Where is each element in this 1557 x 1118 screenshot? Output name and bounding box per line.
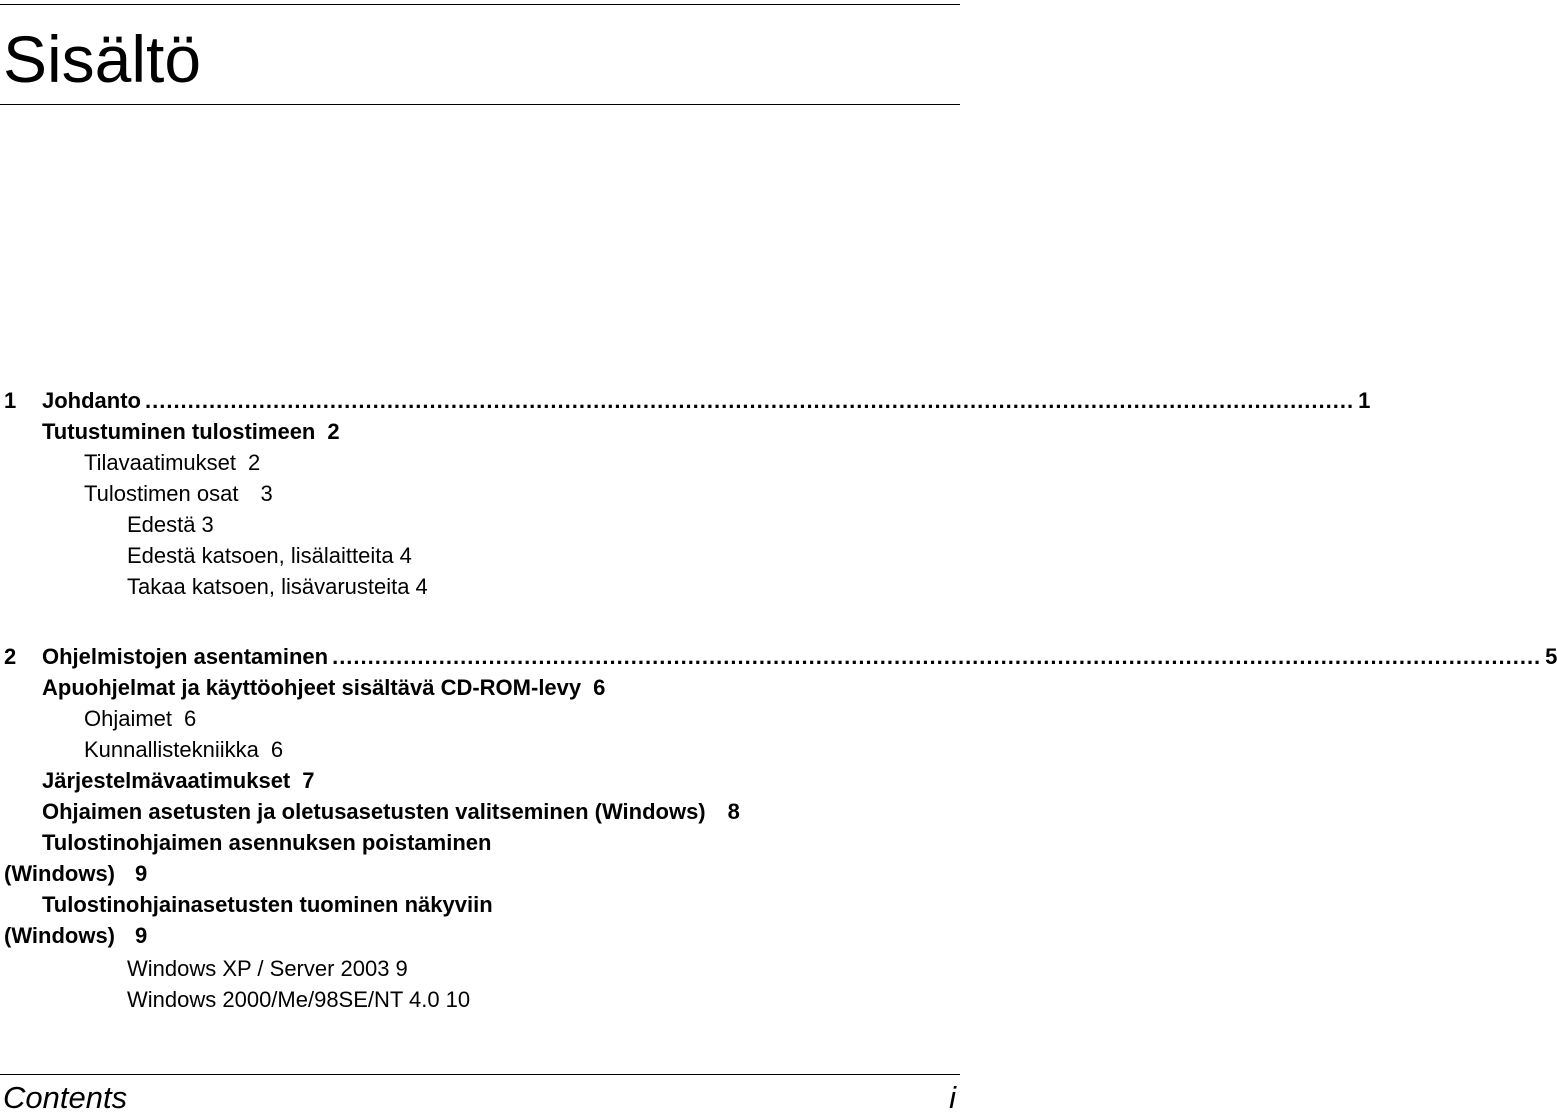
- footer-page-number: i: [949, 1080, 956, 1115]
- toc-chapter-1[interactable]: [4, 386, 1371, 416]
- toc-chapter-2[interactable]: [4, 642, 1557, 672]
- toc-entry-text: Edestä: [127, 512, 196, 537]
- dot-leader: ..........................................................................................................................................................................: [145, 388, 1355, 413]
- toc-entry[interactable]: [127, 541, 412, 571]
- toc-entry[interactable]: [84, 479, 273, 509]
- toc-entry[interactable]: [42, 890, 493, 920]
- toc-entry-text: Windows 2000/Me/98SE/NT 4.0: [127, 987, 440, 1012]
- toc-entry-text: Ohjaimet: [84, 706, 173, 731]
- chapter-title: Johdanto: [42, 388, 141, 413]
- page-title: Sisältö: [3, 22, 202, 96]
- toc-entry-page: 3: [201, 512, 214, 537]
- toc-entry-text: (Windows): [4, 923, 115, 948]
- toc-entry[interactable]: [127, 985, 470, 1015]
- toc-entry-text: Tulostimen osat: [84, 481, 239, 506]
- toc-entry-text: Kunnallistekniikka: [84, 737, 259, 762]
- toc-entry-text: Järjestelmävaatimukset: [42, 768, 291, 793]
- toc-entry-text: Tilavaatimukset: [84, 450, 237, 475]
- toc-entry-page: 2: [248, 450, 261, 475]
- top-rule: [0, 4, 960, 5]
- toc-entry[interactable]: [4, 921, 147, 951]
- toc-entry-page: 6: [184, 706, 197, 731]
- toc-entry[interactable]: [42, 797, 740, 827]
- toc-entry[interactable]: [84, 448, 260, 478]
- toc-entry-page: 9: [135, 861, 148, 886]
- toc-entry-text: Apuohjelmat ja käyttöohjeet sisältävä CD-ROM-levy: [42, 675, 582, 700]
- toc-entry-page: 9: [135, 923, 148, 948]
- toc-entry[interactable]: [42, 417, 340, 447]
- toc-entry-page: 6: [593, 675, 606, 700]
- toc-entry[interactable]: [84, 735, 283, 765]
- toc-entry-page: 2: [327, 419, 340, 444]
- toc-entry-text: Ohjaimen asetusten ja oletusasetusten valitseminen (Windows): [42, 799, 706, 824]
- toc-entry[interactable]: [4, 859, 147, 889]
- chapter-page: 5: [1545, 644, 1557, 669]
- toc-entry[interactable]: [42, 828, 491, 858]
- chapter-title: Ohjelmistojen asentaminen: [42, 644, 329, 669]
- toc-entry-page: 8: [727, 799, 740, 824]
- toc-entry-page: 3: [260, 481, 273, 506]
- toc-entry-page: 10: [445, 987, 471, 1012]
- toc-entry-page: 4: [415, 574, 428, 599]
- chapter-number: 2: [4, 644, 17, 669]
- toc-entry-text: Edestä katsoen, lisälaitteita: [127, 543, 394, 568]
- toc-entry-page: 4: [399, 543, 412, 568]
- toc-entry[interactable]: [127, 572, 428, 602]
- toc-entry-text: Windows XP / Server 2003: [127, 956, 390, 981]
- footer-rule: [0, 1074, 960, 1075]
- chapter-number: 1: [4, 388, 17, 413]
- toc-entry[interactable]: [42, 766, 315, 796]
- toc-entry[interactable]: [42, 673, 605, 703]
- toc-entry-text: Tulostinohjaimen asennuksen poistaminen: [42, 830, 492, 855]
- chapter-page: 1: [1358, 388, 1371, 413]
- toc-entry-page: 9: [395, 956, 408, 981]
- toc-entry[interactable]: [127, 510, 214, 540]
- toc-entry-page: 6: [270, 737, 284, 762]
- toc-entry[interactable]: [127, 954, 408, 984]
- footer-section-title: Contents: [3, 1080, 128, 1115]
- title-rule: [0, 104, 960, 105]
- dot-leader: ..........................................................................................................................................................................: [332, 644, 1542, 669]
- toc-entry-text: Tutustuminen tulostimeen: [42, 419, 316, 444]
- toc-entry-text: Takaa katsoen, lisävarusteita: [127, 574, 410, 599]
- toc-entry-text: (Windows): [4, 861, 115, 886]
- toc-entry-text: Tulostinohjainasetusten tuominen näkyviin: [42, 892, 493, 917]
- toc-entry-page: 7: [302, 768, 315, 793]
- toc-entry[interactable]: [84, 704, 196, 734]
